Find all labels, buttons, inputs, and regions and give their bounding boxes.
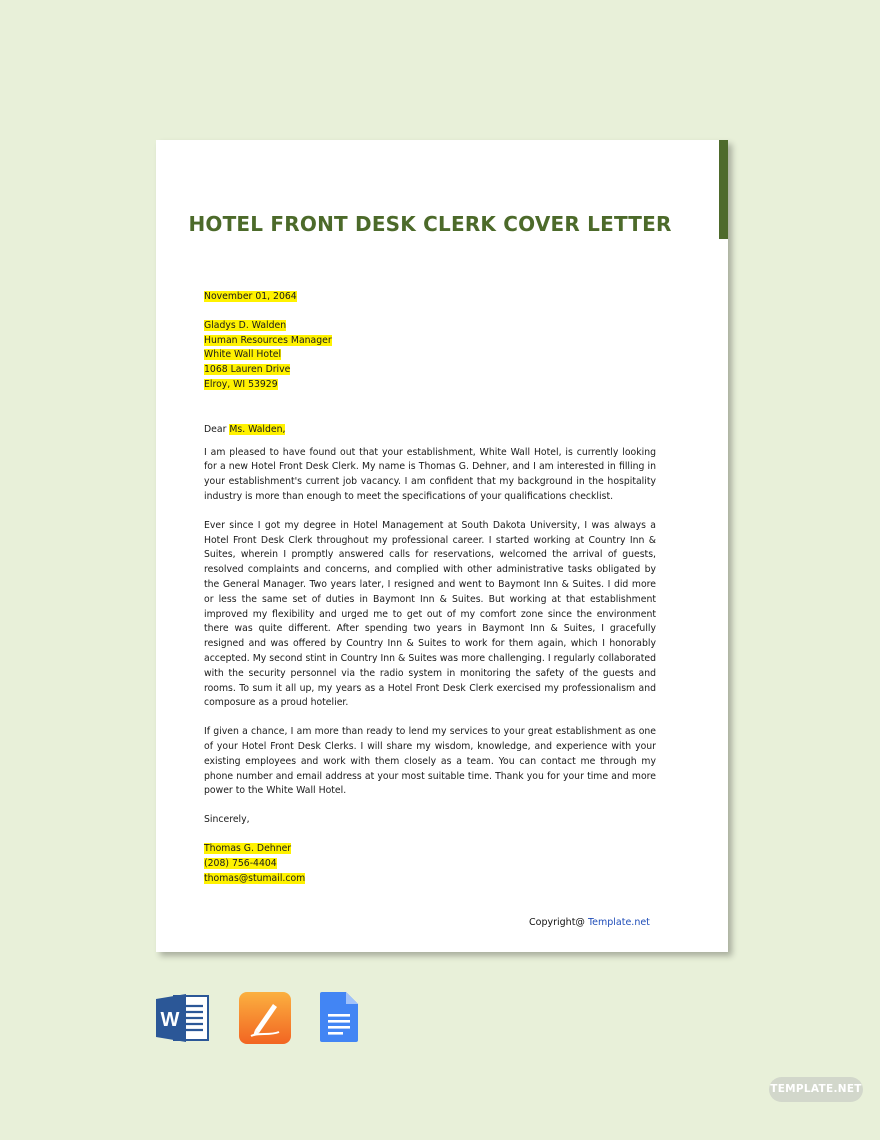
salutation — [204, 423, 656, 438]
word-icon[interactable] — [156, 992, 210, 1044]
recipient-company: White Wall Hotel — [204, 349, 282, 361]
body-paragraph-3: If given a chance, I am more than ready to lend my services to your great establishment as one of your Hotel Front Desk Clerks. I will share my wisdom, knowledge, and experience with your existing employees and work with them closely as a team. You can contact me through my phone number and email address at your most suitable time. Thank you for your time and more power to the White Wall Hotel. — [204, 726, 656, 797]
body-paragraph-1: I am pleased to have found out that your establishment, White Wall Hotel, is currently looking for a new Hotel Front Desk Clerk. My name is Thomas G. Dehner, and I am interested in filling in your establishment's current job vacancy. I am confident that my background in the hospitality industry is more than enough to meet the specifications of your qualifications checklist. — [204, 446, 656, 502]
google-docs-icon[interactable] — [318, 992, 360, 1044]
body-paragraph-2: Ever since I got my degree in Hotel Management at South Dakota University, I was always a Hotel Front Desk Clerk throughout my professional career. I started working at Country Inn & Suites, wherein I promptly answered calls for reservations, welcomed the arrival of guests, resolved complaints and concerns, and complied with other administrative tasks obligated by the General Manager. Two years later, I resigned and went to Baymont Inn & Suites. I did more or less the same set of duties in Baymont Inn & Suites. But working at that establishment improved my flexibility and urged me to get out of my comfort zone since the environment there was quite different. After spending two years in Baymont Inn & Suites, I gracefully resigned and was offered by Country Inn & Suites to work for them again, which I honorably accepted. My second stint in Country Inn & Suites was more challenging. I regularly collaborated with the security personnel via the radio system in monitoring the safety of the guests and rooms. To sum it all up, my years as a Hotel Front Desk Clerk exercised my professionalism and composure as a proud hotelier. — [204, 519, 656, 709]
letter-date-line — [204, 290, 656, 305]
template-net-link[interactable]: Template.net — [587, 917, 650, 928]
salutation-name: Ms. Walden, — [229, 423, 286, 435]
svg-text:W: W — [160, 1009, 180, 1031]
recipient-address — [204, 319, 656, 393]
recipient-street: 1068 Lauren Drive — [204, 364, 291, 376]
letter-date: November 01, 2064 — [204, 291, 297, 302]
sender-signature — [204, 842, 656, 886]
letter-body — [204, 290, 656, 886]
salutation-prefix: Dear — [204, 423, 230, 435]
closing: Sincerely, — [204, 814, 250, 826]
letter-title: HOTEL FRONT DESK CLERK COVER LETTER — [188, 212, 672, 236]
recipient-position: Human Resources Manager — [204, 334, 332, 346]
sender-name: Thomas G. Dehner — [204, 842, 292, 854]
sender-email: thomas@stumail.com — [204, 872, 306, 884]
recipient-city: Elroy, WI 53929 — [204, 378, 278, 390]
template-net-watermark: TEMPLATE.NET — [769, 1077, 863, 1102]
recipient-name: Gladys D. Walden — [204, 319, 287, 331]
sender-phone: (208) 756-4404 — [204, 857, 277, 869]
copyright-notice — [529, 917, 650, 928]
app-icons — [156, 992, 366, 1044]
pages-icon[interactable] — [239, 992, 291, 1044]
copyright-label: Copyright@ — [529, 917, 588, 928]
